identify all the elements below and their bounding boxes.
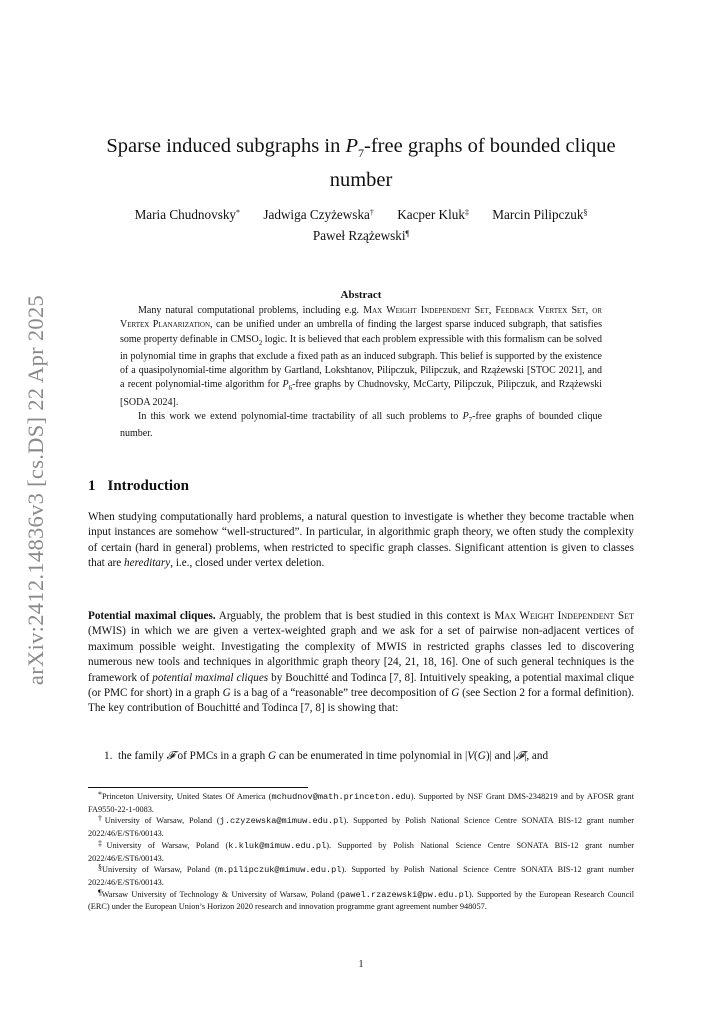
page-number: 1 bbox=[358, 959, 364, 970]
list-item: 1. the family 𝓕 of PMCs in a graph G can be enumerated in time polynomial in |V(G)| and |𝓕|, and bbox=[104, 750, 549, 762]
intro-paragraph: When studying computationally hard problems, a natural question to investigate is whether they become tractable when input instances are somehow “well-structured”. In particular, in algorithmic graph theory, we often study the complexity of certain (hard in general) problems, when restricted to specific graph classes. Significant attention is given to classes that are hereditary, i.e., closed under vertex deletion. bbox=[88, 511, 634, 570]
author: Jadwiga Czyżewska† bbox=[263, 207, 374, 222]
pmc-paragraph: Potential maximal cliques. Arguably, the problem that is best studied in this context is Max Weight Independent Set (MWIS) in which we are given a vertex-weighted graph and we ask for a set of pairwise non-adjacent vertices of maximum possible weight. Investigating the complexity of MWIS in restricted graphs classes led to discovering numerous new tools and techniques in algorithmic graph theory [24, 21, 18, 16]. One of such general techniques is the framework of potential maximal cliques by Bouchitté and Todinca [7, 8]. Intuitively speaking, a potential maximal clique (or PMC for short) in a graph G is a bag of a “reasonable” tree decomposition of G (see Section 2 for a formal definition). The key contribution of Bouchitté and Todinca [7, 8] is showing that: bbox=[88, 610, 634, 715]
email-link[interactable]: pawel.rzazewski@pw.edu.pl bbox=[339, 889, 469, 900]
abstract-heading: Abstract bbox=[340, 289, 382, 301]
paragraph-heading: Potential maximal cliques. bbox=[88, 610, 216, 622]
author: Paweł Rzążewski¶ bbox=[312, 228, 410, 243]
enumerated-list bbox=[88, 749, 634, 764]
author: Marcin Pilipczuk§ bbox=[492, 207, 588, 222]
email-link[interactable]: k.kluk@mimuw.edu.pl bbox=[228, 840, 327, 851]
abstract-body bbox=[120, 304, 602, 442]
section-heading: 1 Introduction bbox=[88, 478, 189, 494]
abstract-paragraph: Many natural computational problems, including e.g. Max Weight Independent Set, Feedback Vertex Set, or Vertex Planarization, can be unified under an umbrella of finding the largest sparse induced subgraph, that satisfies some property definable in $CMSO_2$ logic. It is believed that each problem expressible with this formalism can be solved in polynomial time in graphs that exclude a fixed path as an induced subgraph. This belief is supported by the existence of a quasipolynomial-time algorithm by Gartland, Lokshtanov, Pilipczuk, Pilipczuk, and Rzążewski [STOC 2021], and a recent polynomial-time algorithm for $P_6$-free graphs by Chudnovsky, McCarty, Pilipczuk, Pilipczuk, and Rzążewski [SODA 2024]. bbox=[120, 305, 603, 408]
email-link[interactable]: mchudnov@math.princeton.edu bbox=[271, 792, 411, 802]
footnote: †University of Warsaw, Poland (j.czyzewska@mimuw.edu.pl). Supported by Polish National Science Centre SONATA BIS-12 grant number 2022/46/E/ST6/00143. bbox=[88, 814, 635, 839]
arxiv-identifier: arXiv:2412.14836v3 [cs.DS] 22 Apr 2025 bbox=[23, 294, 48, 686]
email-link[interactable]: j.czyzewska@mimuw.edu.pl bbox=[219, 816, 344, 827]
author-list bbox=[88, 204, 634, 246]
arxiv-identifier-sidebar bbox=[18, 290, 54, 690]
footnote: §University of Warsaw, Poland (m.pilipczuk@mimuw.edu.pl). Supported by Polish National Science Centre SONATA BIS-12 grant number 2022/46/E/ST6/00143. bbox=[88, 863, 634, 887]
footnote-divider bbox=[88, 787, 308, 788]
footnote: *Princeton University, United States Of America (mchudnov@math.princeton.edu). Supported by NSF Grant DMS-2348219 and by AFOSR grant FA9550-22-1-0083. bbox=[88, 790, 635, 814]
footnote: ‡University of Warsaw, Poland (k.kluk@mimuw.edu.pl). Supported by Polish National Science Centre SONATA BIS-12 grant number 2022/46/E/ST6/00143. bbox=[88, 838, 635, 863]
footnote: ¶Warsaw University of Technology & University of Warsaw, Poland (pawel.rzazewski@pw.edu.pl). Supported by the European Research Council (ERC) under the European Union’s Horizon 2020 research and innovation programme grant agreement number 948057. bbox=[88, 887, 635, 912]
author: Kacper Kluk‡ bbox=[397, 207, 469, 222]
paper-title: Sparse induced subgraphs in $P_7$-free graphs of bounded clique number bbox=[106, 135, 616, 192]
abstract-paragraph: In this work we extend polynomial-time tractability of all such problems to $P_7$-free graphs of bounded clique number. bbox=[120, 411, 602, 440]
email-link[interactable]: m.pilipczuk@mimuw.edu.pl bbox=[217, 865, 342, 876]
author: Maria Chudnovsky* bbox=[134, 207, 241, 222]
footnotes bbox=[88, 791, 634, 913]
